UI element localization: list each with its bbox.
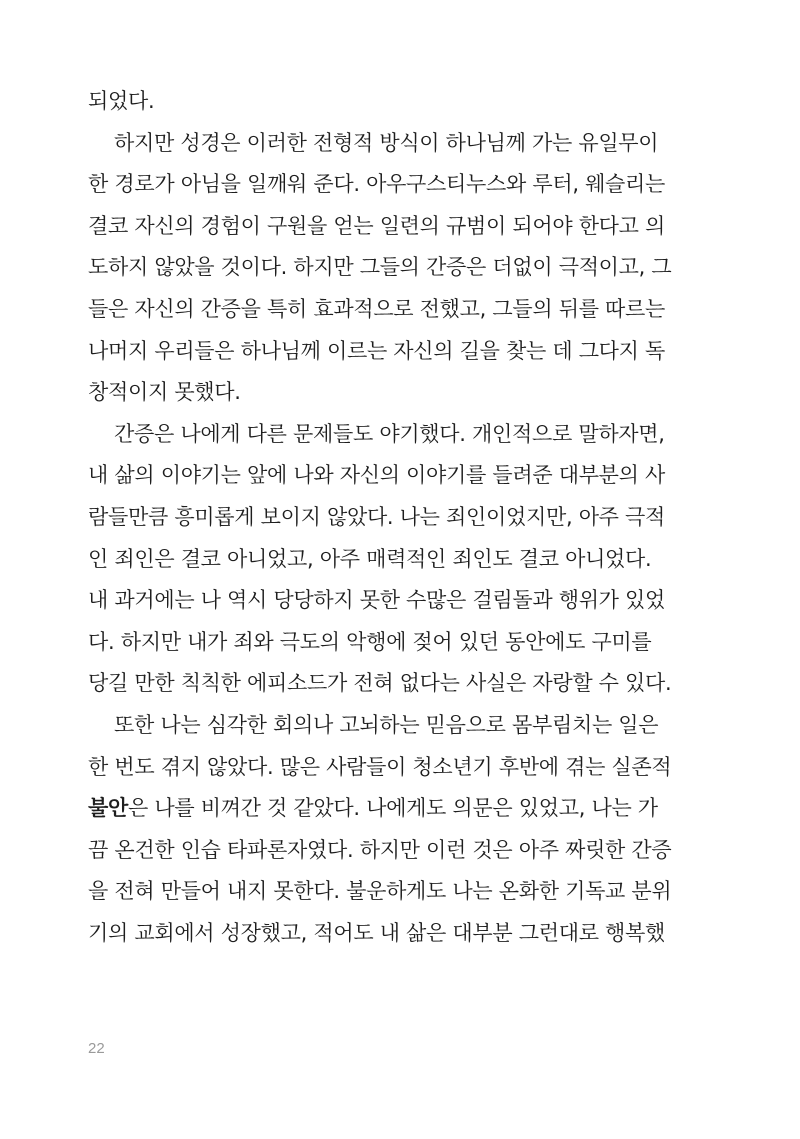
- emphasized-term: 불안: [88, 796, 128, 820]
- text-line: 내 과거에는 나 역시 당당하지 못한 수많은 걸림돌과 행위가 있었: [88, 588, 666, 612]
- text-line: 나머지 우리들은 하나님께 이르는 자신의 길을 찾는 데 그다지 독: [88, 339, 666, 363]
- text-line: 람들만큼 흥미롭게 보이지 않았다. 나는 죄인이었지만, 아주 극적: [88, 505, 666, 529]
- text-line: 또한 나는 심각한 회의나 고뇌하는 믿음으로 몸부림치는 일은: [114, 713, 659, 737]
- text-line: 끔 온건한 인습 타파론자였다. 하지만 이런 것은 아주 짜릿한 간증: [88, 838, 672, 862]
- text-line: [88, 793, 658, 823]
- text-line: 내 삶의 이야기는 앞에 나와 자신의 이야기를 들려준 대부분의 사: [88, 463, 666, 487]
- text-line-rest: 은 나를 비껴간 것 같았다. 나에게도 의문은 있었고, 나는 가: [127, 796, 658, 820]
- text-line: 결코 자신의 경험이 구원을 얻는 일련의 규범이 되어야 한다고 의: [88, 214, 666, 238]
- text-line: 기의 교회에서 성장했고, 적어도 내 삶은 대부분 그런대로 행복했: [88, 921, 666, 945]
- text-line: 들은 자신의 간증을 특히 효과적으로 전했고, 그들의 뒤를 따르는: [88, 297, 666, 321]
- text-line: 되었다.: [88, 89, 155, 113]
- text-line: 한 경로가 아님을 일깨워 준다. 아우구스티누스와 루터, 웨슬리는: [88, 172, 666, 196]
- page-number: 22: [88, 1040, 105, 1057]
- text-line: 당길 만한 칙칙한 에피소드가 전혀 없다는 사실은 자랑할 수 있다.: [88, 671, 672, 695]
- text-line: 도하지 않았을 것이다. 하지만 그들의 간증은 더없이 극적이고, 그: [88, 255, 672, 279]
- text-line: 을 전혀 만들어 내지 못한다. 불운하게도 나는 온화한 기독교 분위: [88, 879, 672, 903]
- text-line: 하지만 성경은 이러한 전형적 방식이 하나님께 가는 유일무이: [114, 131, 659, 155]
- text-line: 창적이지 못했다.: [88, 380, 241, 404]
- text-line: 다. 하지만 내가 죄와 극도의 악행에 젖어 있던 동안에도 구미를: [88, 630, 652, 654]
- text-line: 한 번도 겪지 않았다. 많은 사람들이 청소년기 후반에 겪는 실존적: [88, 755, 672, 779]
- text-line: 간증은 나에게 다른 문제들도 야기했다. 개인적으로 말하자면,: [114, 422, 665, 446]
- text-line: 인 죄인은 결코 아니었고, 아주 매력적인 죄인도 결코 아니었다.: [88, 547, 652, 571]
